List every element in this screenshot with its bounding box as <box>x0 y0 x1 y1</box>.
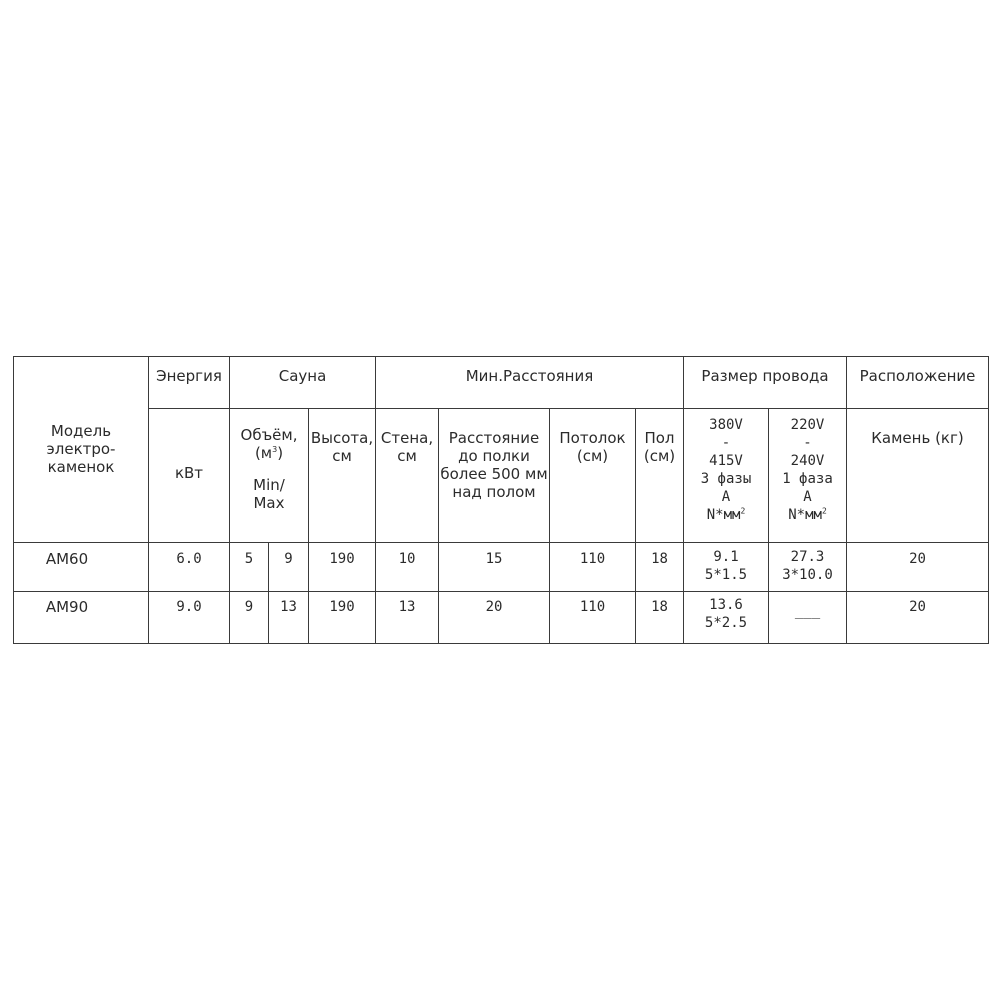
border-right <box>988 356 989 644</box>
row-am60-shelf: 15 <box>485 551 503 567</box>
row-am60-wire-220: 27.3 3*10.0 <box>782 549 833 583</box>
row-am90-vol-max: 13 <box>280 599 297 615</box>
header-sauna: Сауна <box>278 367 327 385</box>
header-placement: Расположение <box>859 367 976 385</box>
row-am90-wire-220: ___ <box>794 603 821 619</box>
header-subrow-line <box>148 408 988 409</box>
border-bottom <box>13 643 989 644</box>
row-am60-floor: 18 <box>651 551 668 567</box>
row-am60-wall: 10 <box>398 551 416 567</box>
row-am60-vol-max: 9 <box>284 551 293 567</box>
row-am60-energy: 6.0 <box>176 551 202 567</box>
header-min-distances: Мин.Расстояния <box>465 367 594 385</box>
header-ceiling: Потолок (см) <box>559 429 626 465</box>
header-height: Высота, см <box>310 429 374 465</box>
header-stone: Камень (кг) <box>871 429 964 447</box>
header-volume: Объём, $(м^3)$ Min/ Max <box>240 426 298 512</box>
header-shelf-distance: Расстояние до полки более 500 мм над полом <box>440 429 548 501</box>
row-am90-wall: 13 <box>398 599 416 615</box>
row-am90-shelf: 20 <box>485 599 503 615</box>
border-top <box>13 356 989 357</box>
specs-table <box>13 356 989 644</box>
header-wire-380: 380V - 415V 3 фазы A $N*мм^2$ <box>700 417 752 523</box>
row-am60-wire-380: 9.1 5*1.5 <box>704 549 748 583</box>
row-am60-vol-min: 5 <box>244 551 254 567</box>
row-separator <box>13 591 989 592</box>
header-wire-220: 220V - 240V 1 фаза A $N*мм^2$ <box>782 417 833 523</box>
row-am90-vol-min: 9 <box>244 599 254 615</box>
row-am90-ceiling: 110 <box>579 599 606 615</box>
row-am90-stone: 20 <box>909 599 926 615</box>
row-am90-energy: 9.0 <box>176 599 202 615</box>
row-am90-wire-380: 13.6 5*2.5 <box>704 597 748 631</box>
header-energy-unit: кВт <box>174 464 204 482</box>
row-am60-stone: 20 <box>909 551 926 567</box>
row-am60-ceiling: 110 <box>579 551 606 567</box>
header-wire-size: Размер провода <box>701 367 829 385</box>
row-am90-model: AM90 <box>45 598 89 616</box>
header-floor: Пол (см) <box>643 429 676 465</box>
row-am90-height: 190 <box>329 599 355 615</box>
header-energy: Энергия <box>156 367 222 385</box>
header-bottom-line <box>13 542 989 543</box>
header-wall-text: Стена, см <box>380 429 434 465</box>
row-am90-floor: 18 <box>651 599 668 615</box>
row-am60-model: AM60 <box>45 550 89 568</box>
header-model: Модель электро-каменок <box>46 422 116 476</box>
row-am60-height: 190 <box>329 551 355 567</box>
